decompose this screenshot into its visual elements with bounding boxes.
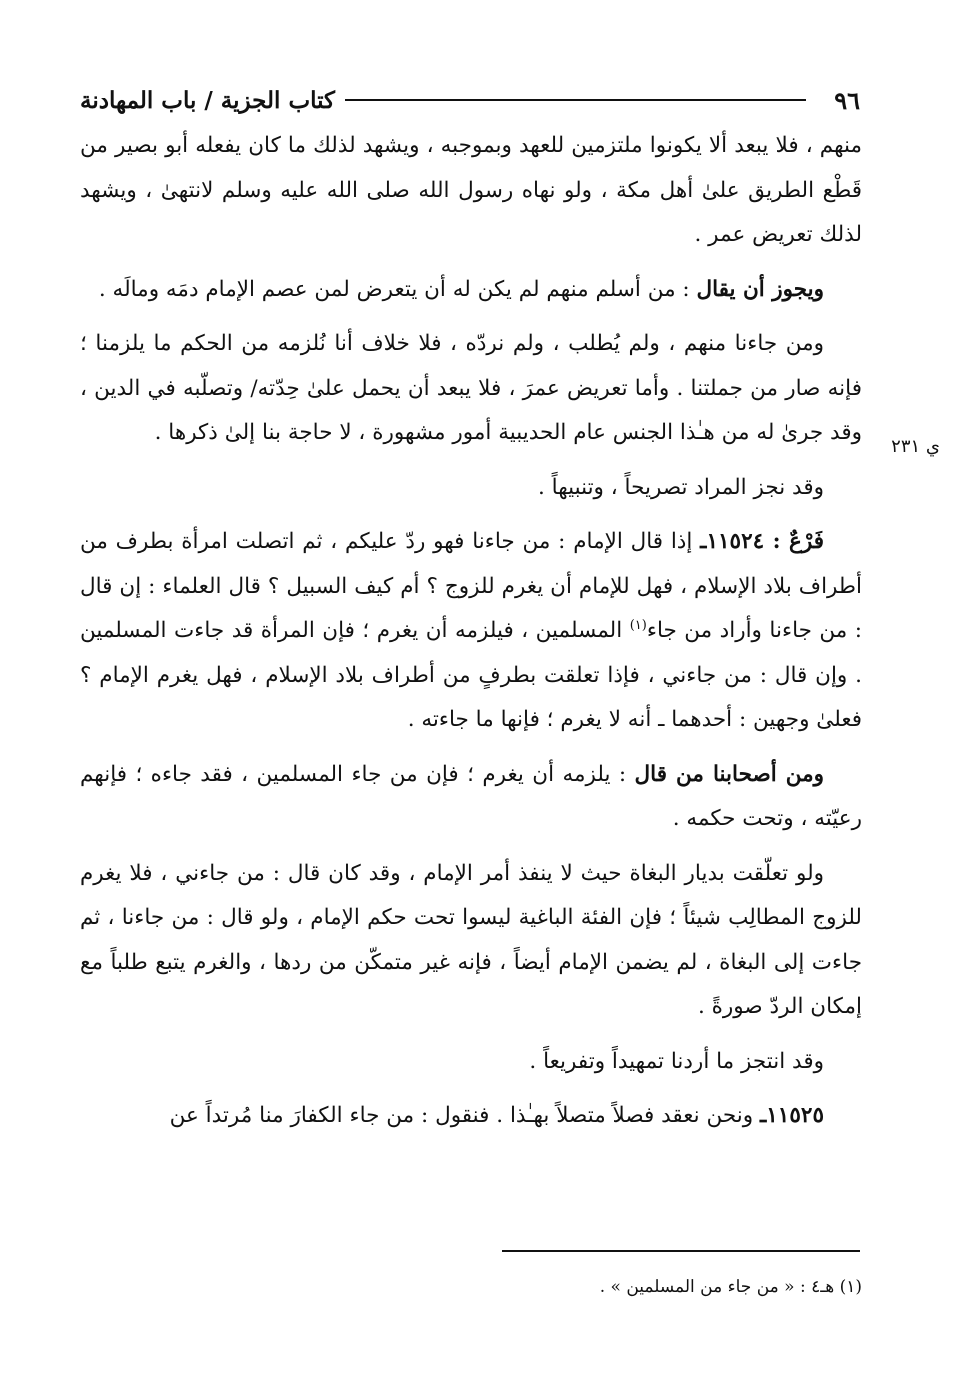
paragraph-5-text-a: إذا قال الإمام : من جاءنا فهو ردّ عليكم ، ثم اتصلت امرأة بطرف من أطراف بلاد الإسلام ، فهل للإمام أن يغرم للزوج ؟ أم كيف السبيل ؟ قال العلماء : إن قال : من جاءنا وأراد من جاء (80, 529, 863, 643)
paragraph-3: ومن جاءنا منهم ، ولم يُطلب ، ولم نردّه ، فلا خلاف أنا نُلزمه من الحكم ما يلزمنا ؛ فإنه صار من جملتنا . وأما تعريض عمرَ ، فلا يبعد أن يحمل علىٰ حِدّته/ وتصلّبه في الدين ، وقد جرىٰ له من هـٰذا الجنس عام الحديبية أمور مشهورة ، لا حاجة بنا إلىٰ ذكرها . (80, 331, 862, 445)
paragraph-5-text-b: المسلمين ، فيلزمه أن يغرم ؛ فإن المرأة قد جاءت المسلمين . وإن قال : من جاءني ، فإذا تعلقت بطرفٍ من أطراف بلاد الإسلام ، فهل يغرم الإمام ؟ فعلىٰ وجهين : أحدهما ـ أنه لا يغرم ؛ فإنها ما جاءته . (80, 618, 862, 732)
section-number-11525: ١١٥٢٥ـ (759, 1103, 824, 1128)
section-number-11524: فَرْعٌ : ١١٥٢٤ـ (700, 529, 824, 554)
paragraph-4: وقد نجز المراد تصريحاً ، وتنبيهاً . (537, 474, 824, 500)
paragraph-1: منهم ، فلا يبعد ألا يكونوا ملتزمين للعهد وبموجبه ، ويشهد لذلك ما كان يفعله أبو بصير من قَطْع الطريق علىٰ أهل مكة ، ولو نهاه رسول الله صلى الله عليه وسلم لانتهىٰ ، ويشهد لذلك تعريض عمر . (80, 133, 862, 247)
paragraph-7: ولو تعلّقت بديار البغاة حيث لا ينفذ أمر الإمام ، وقد كان قال : من جاءني ، فلا يغرم للزوج المطالِب شيئاً ؛ فإن الفئة الباغية ليسوا تحت حكم الإمام ، ولو قال : من جاءنا ، ثم جاءت إلى البغاة ، لم يضمن الإمام أيضاً ، فإنه غير متمكّن من ردها ، والغرم يتبع طلباً مع إمكان الردّ صورةً . (80, 860, 862, 1019)
running-title: كتاب الجزية / باب المهادنة (80, 86, 335, 114)
header-rule (345, 99, 806, 101)
margin-manuscript-ref: ي ٢٣١ (891, 436, 940, 457)
footnote-1: (١) هـ٤ : « من جاء من المسلمين » . (599, 1277, 862, 1297)
paragraph-6-lead: ومن أصحابنا من قال (634, 761, 825, 787)
paragraph-6-text: : يلزمه أن يغرم ؛ فإن من جاء المسلمين ، فقد جاءه ؛ فإنهم رعيّته ، وتحت حكمه . (80, 761, 862, 831)
paragraph-2-text: : من أسلم منهم لم يكن له أن يتعرض لمن عصم الإمام دمَه ومالَه . (98, 276, 697, 302)
page-header (80, 80, 860, 120)
paragraph-5 (80, 520, 862, 743)
paragraph-6 (80, 753, 862, 842)
paragraph-2-lead: ويجوز أن يقال (696, 276, 824, 302)
footnote-rule (502, 1250, 860, 1252)
paragraph-9-text: ونحن نعقد فصلاً متصلاً بهـٰذا . فنقول : من جاء الكفارَ منا مُرتداً عن (169, 1103, 760, 1128)
paragraph-2 (80, 268, 862, 313)
page-number: ٩٦ (834, 85, 860, 115)
main-text (80, 124, 862, 1149)
paragraph-9 (80, 1094, 862, 1139)
footnote-ref-1: (١) (629, 617, 647, 633)
paragraph-8: وقد انتجز ما أردنا تمهيداً وتفريعاً . (529, 1048, 824, 1074)
